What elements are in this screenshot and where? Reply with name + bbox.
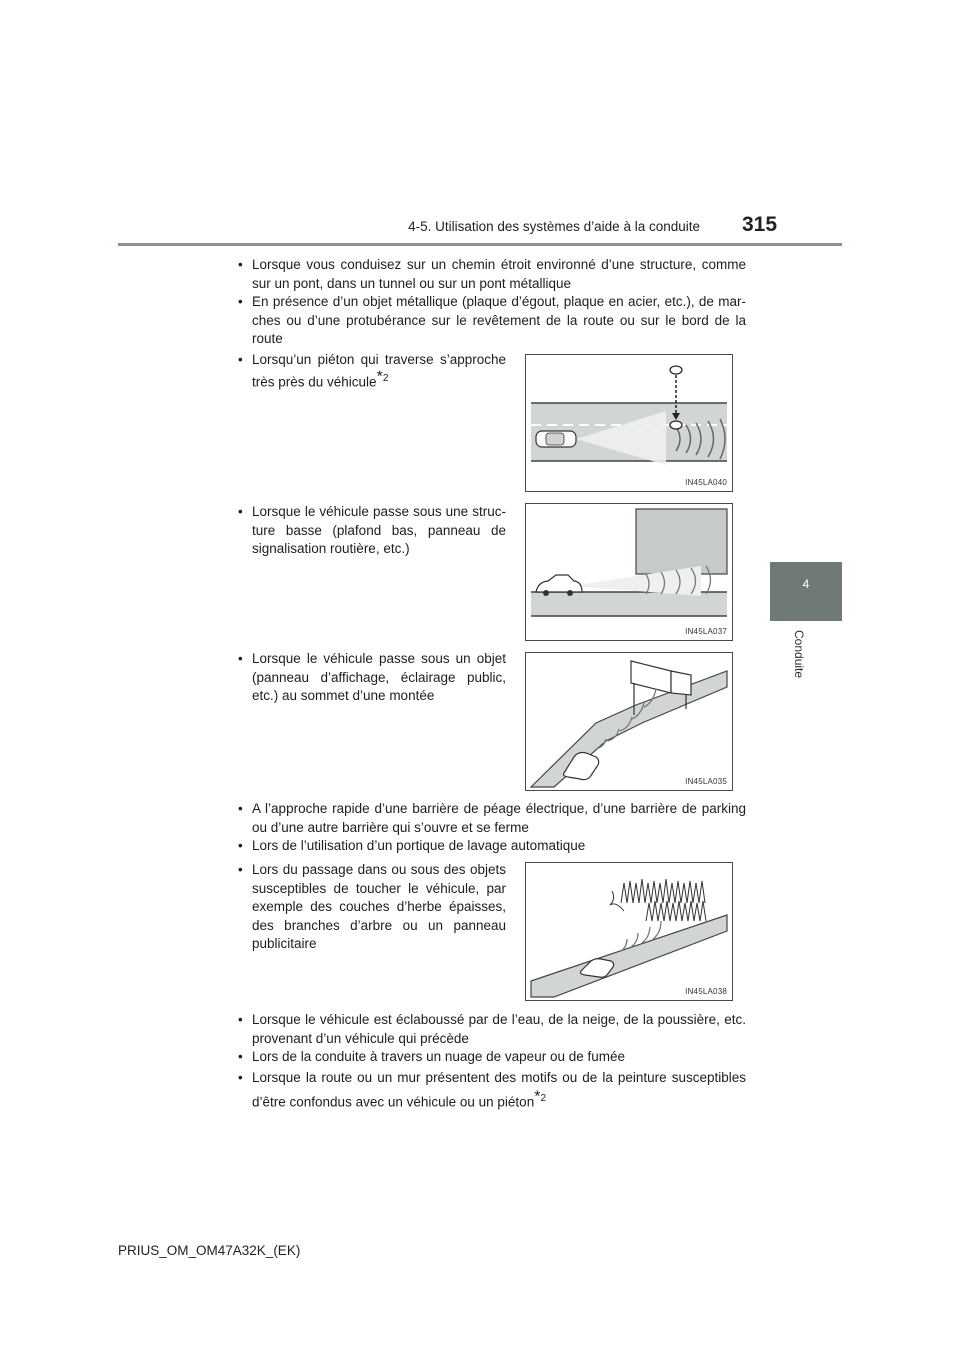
bullet-list-top <box>238 256 746 349</box>
road <box>531 915 727 997</box>
document-code: PRIUS_OM_OM47A32K_(EK) <box>118 1243 301 1258</box>
figure-code: IN45LA038 <box>685 987 727 996</box>
list-item: • Lors de l’utilisation d’un portique de lavage automatique <box>238 837 746 856</box>
list-item: • Lorsque le véhicule passe sous un objet (panneau d’affichage, éclairage public, etc.) au sommet d’une montée <box>238 650 506 706</box>
low-structure <box>636 509 727 574</box>
footnote-number: 2 <box>382 372 389 384</box>
list-item: • Lors de la conduite à travers un nuage de vapeur ou de fumée <box>238 1048 746 1067</box>
figure-pedestrian-illustration <box>526 355 732 491</box>
figure-code: IN45LA037 <box>685 627 727 636</box>
figure-item-4-text <box>238 861 506 954</box>
footnote-asterisk: * <box>534 1088 541 1105</box>
bullet-list-middle <box>238 800 746 856</box>
figure-uphill-sign-illustration <box>526 653 732 790</box>
grass <box>610 879 706 921</box>
header-rule <box>118 243 842 246</box>
item-text: Lorsqu’un piéton qui traverse s’approche très près du véhicule <box>252 352 506 389</box>
list-item: • Lorsque le véhicule passe sous une structure basse (plafond bas, panneau de signalisation routière, etc.) <box>238 503 506 559</box>
figure-thick-grass <box>525 862 733 1001</box>
page-number: 315 <box>742 213 778 236</box>
figure-thick-grass-illustration <box>526 863 732 1000</box>
footnote-number: 2 <box>540 1092 546 1104</box>
figure-item-2-text <box>238 503 506 559</box>
figure-low-structure-illustration <box>526 504 732 640</box>
figure-code: IN45LA040 <box>685 478 727 487</box>
figure-code: IN45LA035 <box>685 777 727 786</box>
figure-pedestrian <box>525 354 733 492</box>
road <box>531 671 727 787</box>
list-item: • A l’approche rapide d’une barrière de péage électrique, d’une barrière de parking ou d’une autre barrière qui s’ouvre et se ferme <box>238 800 746 837</box>
chapter-number: 4 <box>802 577 810 591</box>
list-item: • Lorsque vous conduisez sur un chemin étroit environné d’une structure, comme sur un pont, dans un tunnel ou sur un pont métallique <box>238 256 746 293</box>
figure-item-1-text <box>238 351 506 392</box>
figure-item-3-text <box>238 650 506 706</box>
list-item: • Lors du passage dans ou sous des objets susceptibles de toucher le véhicule, par exemple des couches d’herbe épaisses, des branches d’arbre ou un panneau publicitaire <box>238 861 506 954</box>
chapter-title: Conduite <box>792 630 806 679</box>
list-item: • En présence d’un objet métallique (plaque d’égout, plaque en acier, etc.), de marches ou d’une protubérance sur le revêtement de la route ou sur le bord de la route <box>238 293 746 349</box>
car-icon <box>536 431 576 447</box>
list-item: • Lorsque le véhicule est éclaboussé par de l’eau, de la neige, de la poussière, etc. provenant d’un véhicule qui précède <box>238 1011 746 1048</box>
list-item <box>238 1067 746 1113</box>
section-title: 4-5. Utilisation des systèmes d’aide à la conduite <box>408 219 700 234</box>
figure-low-structure <box>525 503 733 641</box>
item-text: Lorsque la route ou un mur présentent des motifs ou de la peinture susceptibles d’être confondus avec un véhicule ou un piéton <box>252 1069 746 1109</box>
footnote-asterisk: * <box>376 368 383 385</box>
figure-uphill-sign <box>525 652 733 791</box>
bullet-list-bottom <box>238 1011 746 1112</box>
chapter-tab <box>770 562 842 621</box>
list-item <box>238 351 506 392</box>
